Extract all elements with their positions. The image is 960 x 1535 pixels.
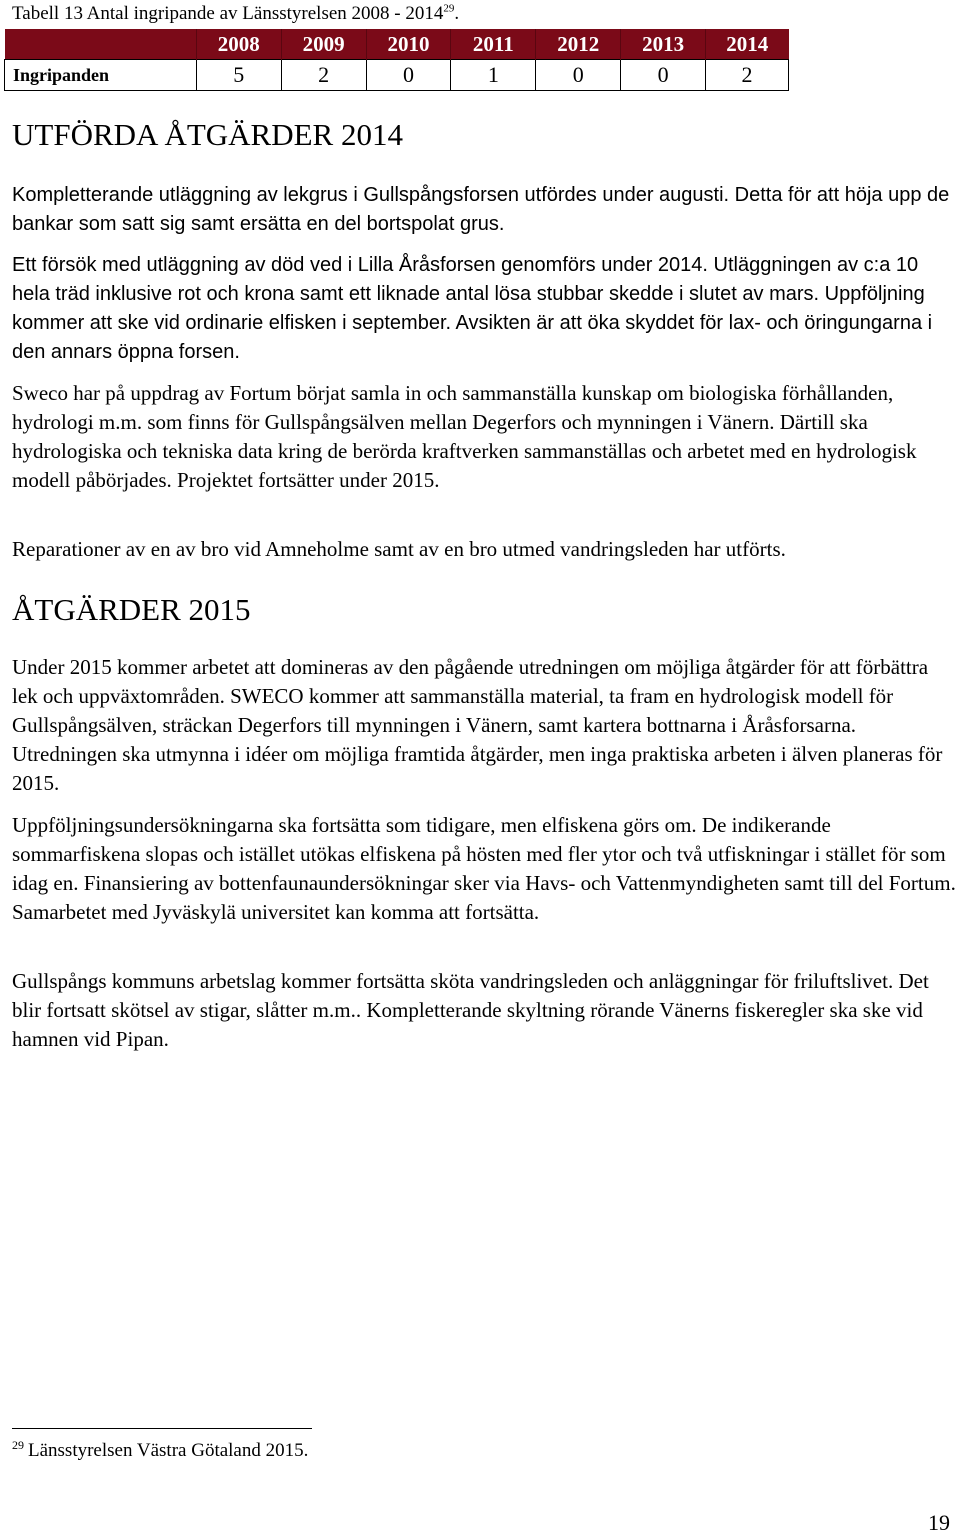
table-cell: 0 (621, 60, 706, 91)
paragraph: Sweco har på uppdrag av Fortum börjat samla in och sammanställa kunskap om biologiska förhållanden, hydrologi m.m. som finns för Gullspångsälven mellan Degerfors och mynningen i Vänern. Därtill ska hydrologiska och tekniska data kring de berörda kraftverken sammanställas och arbetet med en hydrologisk modell påbörjades. Projektet fortsätter under 2015. (12, 381, 917, 492)
table-cell: 0 (536, 60, 621, 91)
table-cell: 0 (366, 60, 451, 91)
caption-footnote-ref[interactable]: 29 (443, 2, 455, 15)
paragraph: Ett försök med utläggning av död ved i Lilla Åråsforsen genomförs under 2014. Utläggningen av c:a 10 hela träd inklusive rot och krona samt ett liknade antal lösa stubbar skedde i slutet av mars. Uppföljning kommer att ske vid ordinarie elfisken i september. Avsikten är att öka skyddet för lax- och öringungarna i den annars öppna forsen. (12, 254, 933, 363)
year-header: 2013 (621, 29, 706, 60)
section-heading-2015: ÅTGÄRDER 2015 (12, 592, 251, 627)
table-header-row (5, 29, 789, 60)
table-cell: 2 (706, 60, 789, 91)
year-header: 2011 (451, 29, 536, 60)
footnote-separator (12, 1428, 312, 1429)
table-row (5, 60, 789, 91)
year-header: 2009 (281, 29, 366, 60)
year-header: 2014 (706, 29, 789, 60)
paragraph: Reparationer av en av bro vid Amneholme samt av en bro utmed vandringsleden har utförts. (12, 537, 786, 561)
footnote-text: Länsstyrelsen Västra Götaland 2015. (28, 1440, 309, 1461)
page-number: 19 (928, 1510, 950, 1535)
table-corner-cell (5, 29, 197, 60)
row-label: Ingripanden (5, 60, 197, 91)
footnote (12, 1438, 308, 1464)
table-cell: 5 (196, 60, 281, 91)
paragraph: Kompletterande utläggning av lekgrus i Gullspångsforsen utfördes under augusti. Detta för att höja upp de bankar som satt sig samt ersätta en del bortspolat grus. (12, 184, 950, 235)
caption-text: Tabell 13 Antal ingripande av Länsstyrelsen 2008 - 2014 (12, 3, 444, 24)
year-header: 2012 (536, 29, 621, 60)
table-cell: 2 (281, 60, 366, 91)
caption-suffix: . (454, 3, 460, 24)
year-header: 2010 (366, 29, 451, 60)
table-caption (12, 3, 459, 25)
paragraph: Under 2015 kommer arbetet att domineras av den pågående utredningen om möjliga åtgärder för att förbättra lek och uppväxtområden. SWECO kommer att sammanställa material, ta fram en hydrologisk modell för Gullspångsälven, sträckan Degerfors till mynningen i Vänern, samt kartera bottnarna i Åråsforsarna. Utredningen ska utmynna i idéer om möjliga framtida åtgärder, men inga praktiska arbeten i älven planeras för 2015. (12, 655, 943, 795)
paragraph: Gullspångs kommuns arbetslag kommer fortsätta sköta vandringsleden och anläggningar för friluftslivet. Det blir fortsatt skötsel av stigar, slåtter m.m.. Kompletterande skyltning rörande Vänerns fiskeregler ska ske vid hamnen vid Pipan. (12, 969, 929, 1051)
paragraph: Uppföljningsundersökningarna ska fortsätta som tidigare, men elfiskena görs om. De indikerande sommarfiskena slopas och istället utökas elfiskena på hösten med fler ytor och två utfiskningar i stället för som idag en. Finansiering av bottenfaunaundersökningar sker via Havs- och Vattenmyndigheten samt till del Fortum. Samarbetet med Jyväskylä universitet kan komma att fortsätta. (12, 813, 956, 924)
year-header: 2008 (196, 29, 281, 60)
table-cell: 1 (451, 60, 536, 91)
interventions-table (4, 29, 789, 91)
section-heading-2014: UTFÖRDA ÅTGÄRDER 2014 (12, 117, 403, 152)
footnote-number: 29 (12, 1437, 24, 1452)
